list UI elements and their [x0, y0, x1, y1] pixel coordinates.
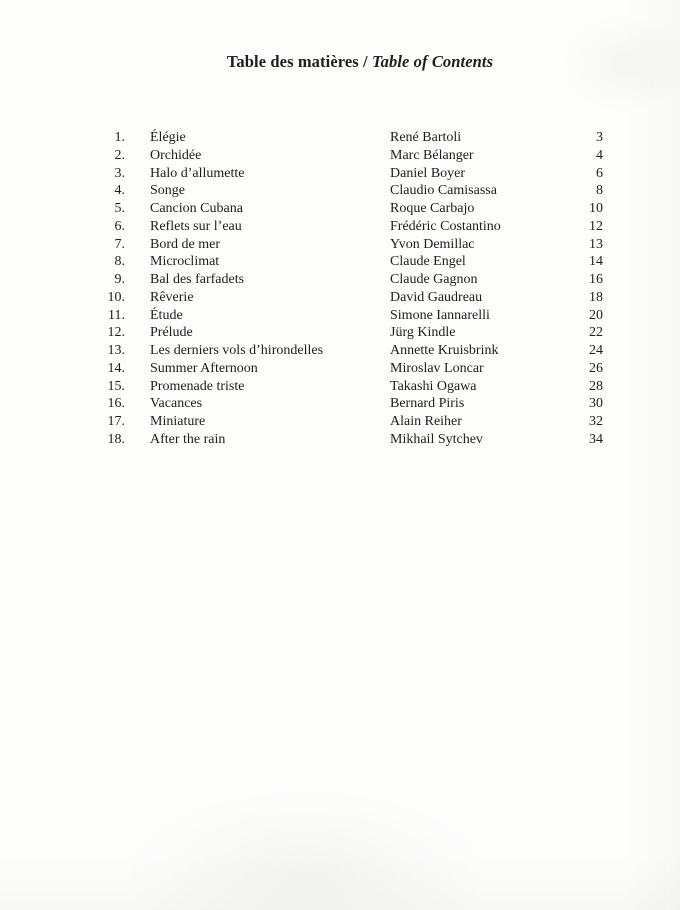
toc-entry-composer: Miroslav Loncar: [390, 360, 484, 376]
toc-entry-page: 3: [596, 130, 603, 145]
toc-entry-page: 6: [596, 165, 603, 181]
toc-entry-number: 5.: [114, 201, 125, 216]
toc-entry-composer: Jürg Kindle: [390, 325, 456, 341]
toc-entry-number: 9.: [114, 272, 125, 287]
toc-entry-number: 17.: [107, 414, 125, 429]
toc-entry-number: 14.: [107, 360, 125, 376]
toc-row: [103, 413, 603, 431]
toc-entry-number: 13.: [107, 343, 125, 358]
toc-entry-number: 1.: [114, 130, 125, 145]
toc-row: [103, 360, 603, 378]
toc-entry-number: 7.: [114, 236, 125, 252]
toc-entry-title: Les derniers vols d’hirondelles: [150, 343, 324, 358]
toc-entry-page: 28: [589, 378, 603, 394]
toc-entry-page: 12: [589, 218, 603, 234]
toc-entry-composer: Claude Engel: [390, 254, 466, 270]
toc-row: [103, 271, 603, 289]
toc-entry-composer: Claudio Camisassa: [390, 183, 497, 199]
toc-entry-title: Halo d’allumette: [150, 165, 245, 181]
toc-entry-title: Reflets sur l’eau: [150, 218, 242, 234]
toc-entry-page: 26: [589, 360, 603, 376]
toc-entry-composer: René Bartoli: [390, 130, 462, 145]
toc-row: [103, 200, 603, 218]
toc-entry-number: 16.: [107, 396, 125, 412]
toc-entry-number: 18.: [107, 431, 125, 447]
toc-entry-title: Étude: [150, 307, 183, 323]
toc-row: [103, 307, 603, 325]
toc-entry-composer: Yvon Demillac: [390, 236, 475, 252]
toc-entry-composer: Alain Reiher: [390, 414, 462, 429]
toc-entry-title: After the rain: [150, 431, 226, 447]
toc-entry-title: Promenade triste: [150, 378, 245, 394]
toc-row: [103, 236, 603, 254]
toc-entry-composer: Claude Gagnon: [390, 272, 478, 287]
toc-entry-page: 20: [589, 307, 603, 323]
toc-entry-composer: Takashi Ogawa: [390, 378, 477, 394]
toc-entry-composer: Bernard Piris: [390, 396, 465, 412]
toc-entry-page: 14: [589, 254, 603, 270]
toc-entry-number: 3.: [114, 165, 125, 181]
toc-entry-page: 32: [589, 414, 603, 429]
toc-row: [103, 129, 603, 147]
toc-entry-number: 6.: [114, 218, 125, 234]
toc-entry-title: Élégie: [150, 130, 186, 145]
toc-entry-title: Rêverie: [150, 289, 194, 305]
toc-entry-page: 13: [589, 236, 603, 252]
toc-entry-page: 10: [589, 201, 603, 216]
toc-row: [103, 342, 603, 360]
toc-entry-title: Prélude: [150, 325, 193, 341]
toc-entry-page: 34: [589, 431, 603, 447]
toc-entry-number: 2.: [114, 147, 125, 163]
toc-row: [103, 431, 603, 449]
toc-row: [103, 324, 603, 342]
toc-row: [103, 395, 603, 413]
toc-entry-composer: Mikhail Sytchev: [390, 431, 483, 447]
toc-entry-composer: Marc Bélanger: [390, 147, 474, 163]
toc-entry-title: Miniature: [150, 414, 206, 429]
toc-entry-title: Bord de mer: [150, 236, 220, 252]
toc-entry-composer: Frédéric Costantino: [390, 218, 501, 234]
toc-entry-page: 8: [596, 183, 603, 199]
toc-row: [103, 147, 603, 165]
toc-entry-page: 4: [596, 147, 603, 163]
toc-entry-page: 24: [589, 343, 603, 358]
page-title-english: Table of Contents: [371, 52, 494, 71]
toc-entry-number: 11.: [108, 307, 125, 323]
toc-entry-composer: Simone Iannarelli: [390, 307, 490, 323]
toc-entry-title: Songe: [150, 183, 185, 199]
toc-row: [103, 289, 603, 307]
toc-entry-number: 10.: [107, 289, 125, 305]
toc-entry-title: Cancion Cubana: [150, 201, 243, 216]
toc-row: [103, 182, 603, 200]
page-title: [20, 52, 680, 72]
toc-entry-number: 12.: [107, 325, 125, 341]
toc-list: [103, 129, 603, 449]
toc-entry-page: 30: [589, 396, 603, 412]
toc-entry-number: 15.: [107, 378, 125, 394]
toc-row: [103, 253, 603, 271]
toc-entry-number: 8.: [114, 254, 125, 270]
toc-entry-page: 22: [589, 325, 603, 341]
toc-entry-composer: Roque Carbajo: [390, 201, 475, 216]
toc-entry-composer: Annette Kruisbrink: [390, 343, 499, 358]
toc-entry-title: Summer Afternoon: [150, 360, 258, 376]
toc-entry-page: 18: [589, 289, 603, 305]
toc-entry-page: 16: [589, 272, 603, 287]
toc-entry-title: Orchidée: [150, 147, 202, 163]
toc-entry-number: 4.: [114, 183, 125, 199]
toc-row: [103, 165, 603, 183]
toc-row: [103, 378, 603, 396]
toc-entry-composer: David Gaudreau: [390, 289, 483, 305]
toc-entry-title: Microclimat: [150, 254, 220, 270]
toc-entry-composer: Daniel Boyer: [390, 165, 466, 181]
page-title-french: Table des matières /: [226, 52, 368, 71]
toc-entry-title: Vacances: [150, 396, 203, 412]
toc-entry-title: Bal des farfadets: [150, 272, 245, 287]
toc-row: [103, 218, 603, 236]
